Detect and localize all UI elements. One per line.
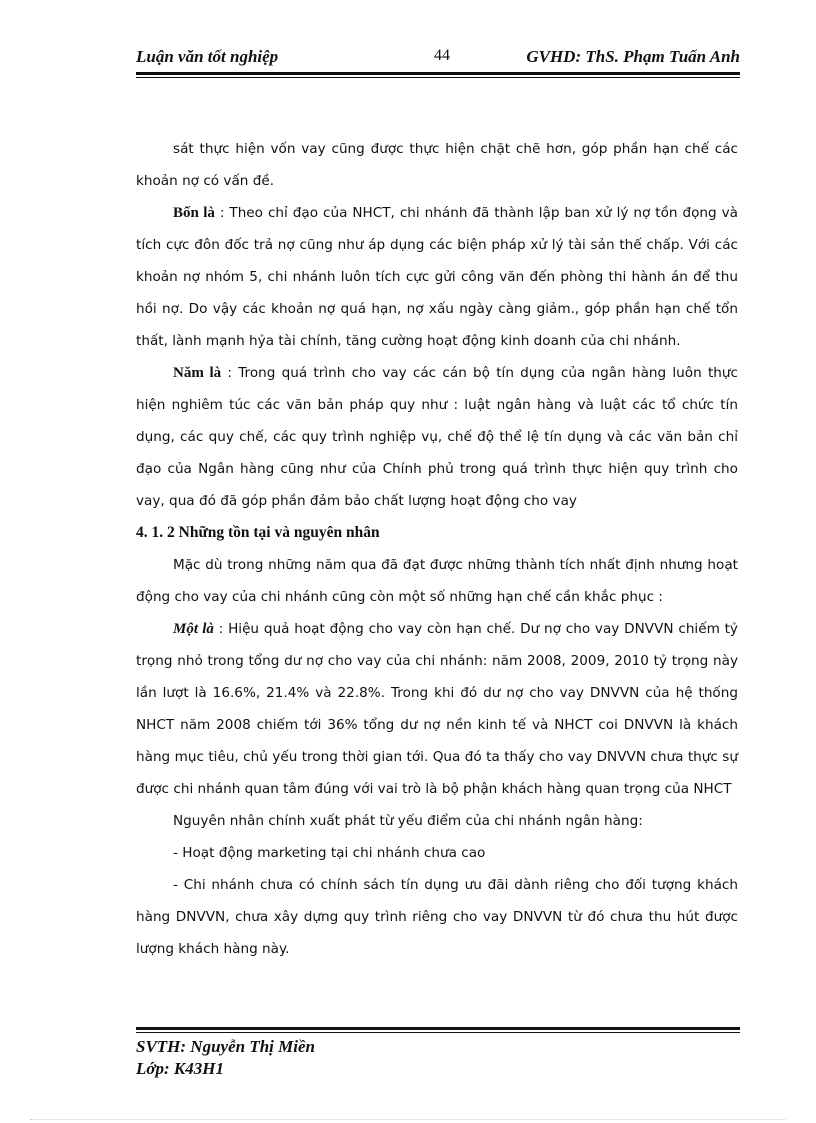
- paragraph-text: : Trong quá trình cho vay các cán bộ tín dụng của ngân hàng luôn thực hiện nghiêm túc các văn bản pháp quy như : luật ngân hàng và luật các tổ chức tín dụng, các quy chế, các quy trình nghiệp vụ, chế độ thể lệ tín dụng và các văn bản chỉ đạo của Ngân hàng cũng như của Chính phủ trong quá trình thực hiện quy trình cho vay, qua đó đã góp phần đảm bảo chất lượng hoạt động cho vay: [136, 365, 739, 509]
- footer-rule-thick: [136, 1027, 740, 1030]
- header-rule-thick: [136, 72, 740, 75]
- paragraph-continuation: sát thực hiện vốn vay cũng được thực hiện chặt chẽ hơn, góp phần hạn chế các khoản nợ có vấn đề.: [136, 141, 738, 189]
- paragraph-nam-la: [136, 357, 738, 517]
- paragraph-mot-la: [136, 613, 738, 805]
- paragraph-lead: Năm là: [173, 365, 222, 381]
- paragraph-lead: Một là: [173, 621, 214, 637]
- header-advisor: GVHD: ThS. Phạm Tuấn Anh: [526, 47, 740, 66]
- footer-rule-thin: [136, 1032, 740, 1033]
- page-body: [136, 133, 738, 965]
- paragraph-intro: Mặc dù trong những năm qua đã đạt được những thành tích nhất định nhưng hoạt động cho vay của chi nhánh cũng còn một số những hạn chế cần khắc phục :: [136, 557, 738, 605]
- page-number: 44: [434, 47, 450, 64]
- paragraph-text: : Theo chỉ đạo của NHCT, chi nhánh đã thành lập ban xử lý nợ tồn đọng và tích cực đôn đốc trả nợ cũng như áp dụng các biện pháp xử lý tài sản thế chấp. Với các khoản nợ nhóm 5, chi nhánh luôn tích cực gửi công văn đến phòng thi hành án để thu hồi nợ. Do vậy các khoản nợ quá hạn, nợ xấu ngày càng giảm., góp phần hạn chế tổn thất, lành mạnh hỷa tài chính, tăng cường hoạt động kinh doanh của chi nhánh.: [136, 205, 738, 349]
- page-header: [136, 47, 740, 71]
- footer-class: Lớp: K43H1: [136, 1059, 224, 1078]
- paragraph-bon-la: [136, 197, 738, 357]
- bullet-marketing: - Hoạt động marketing tại chi nhánh chưa cao: [173, 845, 486, 861]
- paragraph-text: : Hiệu quả hoạt động cho vay còn hạn chế. Dư nợ cho vay DNVVN chiếm tỷ trọng nhỏ trong tổng dư nợ cho vay của chi nhánh: năm 2008, 2009, 2010 tỷ trọng này lần lượt là 16.6%, 21.4% và 22.8%. Trong khi đó dư nợ cho vay DNVVN của hệ thống NHCT năm 2008 chiếm tới 36% tổng dư nợ nền kinh tế và NHCT coi DNVVN là khách hàng mục tiêu, chủ yếu trong thời gian tới. Qua đó ta thấy cho vay DNVVN chưa thực sự được chi nhánh quan tâm đúng với vai trò là bộ phận khách hàng quan trọng của NHCT: [136, 621, 738, 797]
- paragraph-cause: Nguyên nhân chính xuất phát từ yếu điểm của chi nhánh ngân hàng:: [173, 813, 643, 829]
- section-heading: 4. 1. 2 Những tồn tại và nguyên nhân: [136, 524, 380, 541]
- footer-student: SVTH: Nguyễn Thị Miền: [136, 1037, 315, 1056]
- paragraph-lead: Bốn là: [173, 205, 215, 221]
- page-edge-dots: [30, 1119, 786, 1120]
- bullet-policy: - Chi nhánh chưa có chính sách tín dụng ưu đãi dành riêng cho đối tượng khách hàng DNVVN, chưa xây dựng quy trình riêng cho vay DNVVN từ đó chưa thu hút được lượng khách hàng này.: [136, 877, 738, 957]
- header-rule-thin: [136, 77, 740, 78]
- header-thesis-title: Luận văn tốt nghiệp: [136, 47, 279, 66]
- page-footer: [136, 1036, 315, 1080]
